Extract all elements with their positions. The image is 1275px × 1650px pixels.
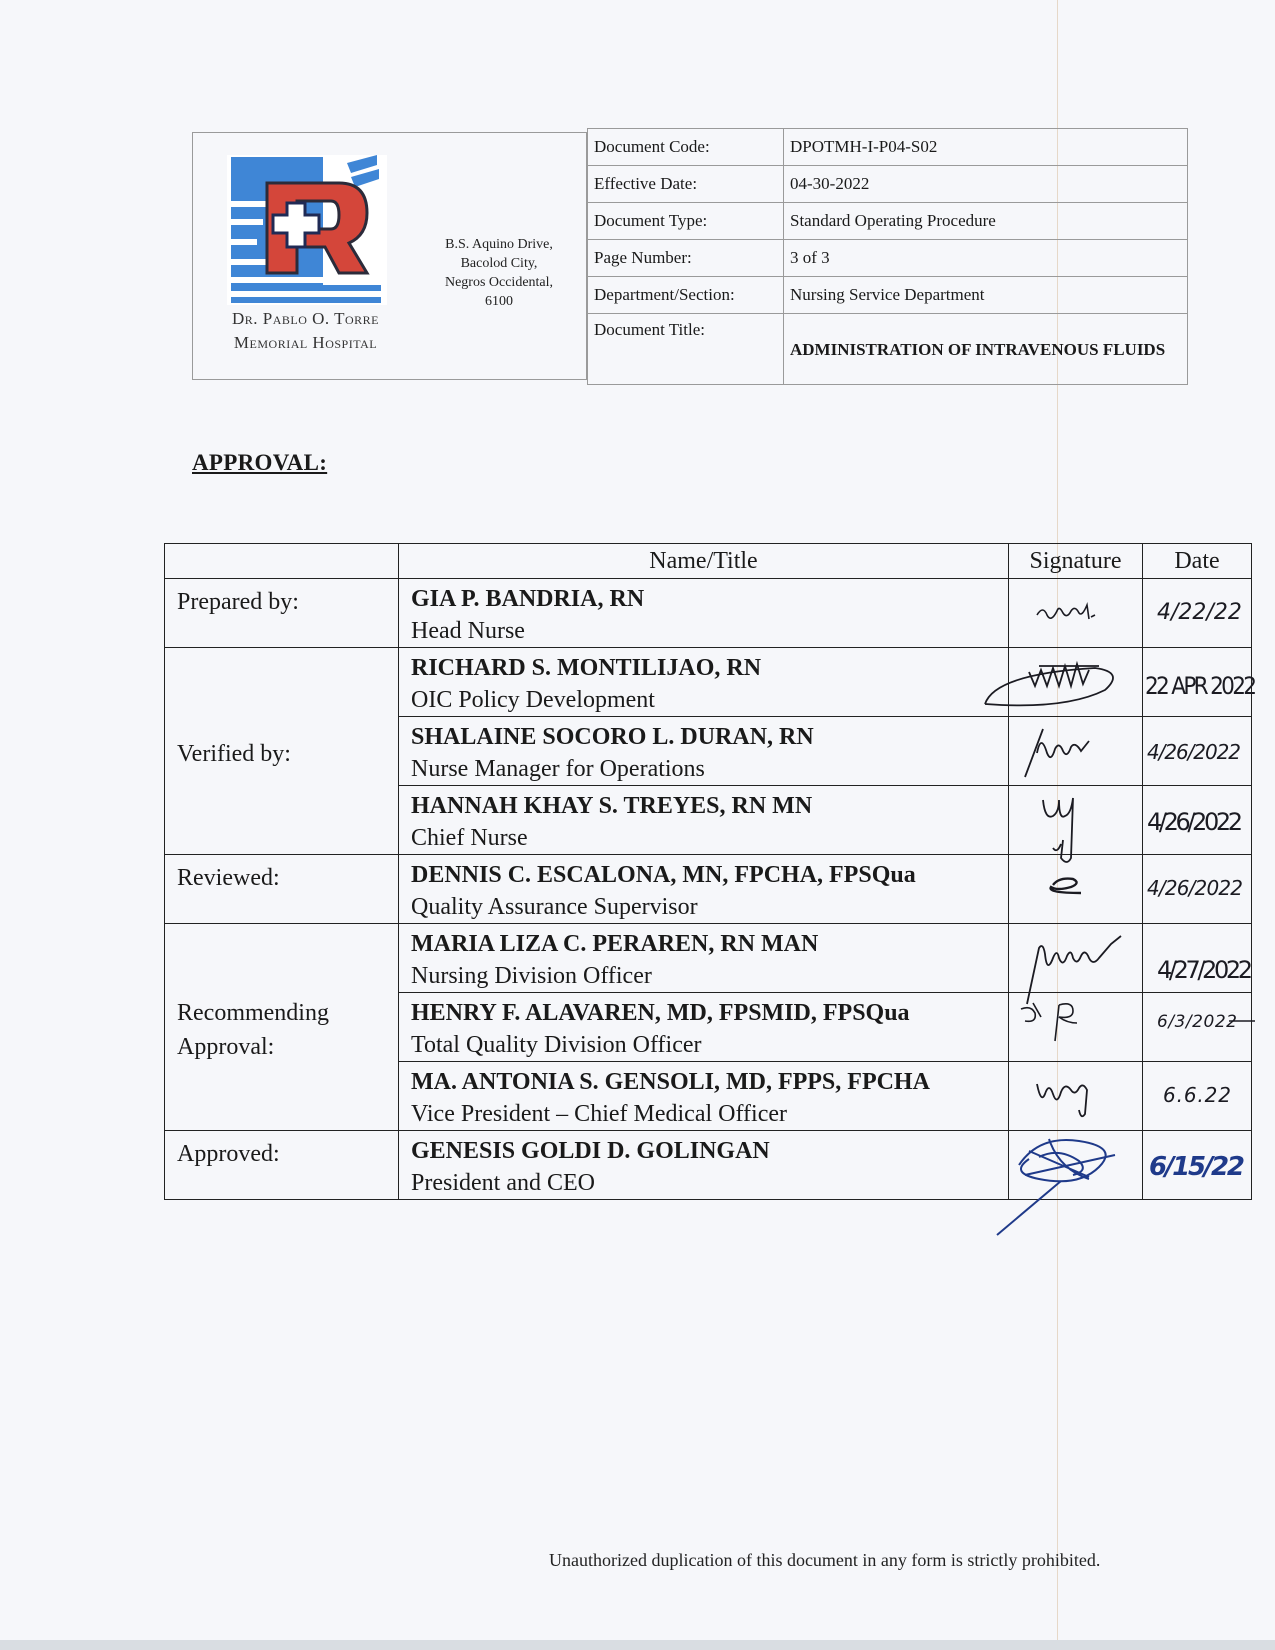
role-prepared-by: Prepared by: <box>165 579 399 648</box>
approval-row <box>165 924 1252 993</box>
stamped-date <box>1143 648 1257 714</box>
date-cell <box>1143 855 1252 924</box>
handwritten-signature <box>1009 717 1142 783</box>
name-title-cell <box>399 786 1009 855</box>
logo-cell <box>192 132 587 380</box>
handwritten-date <box>1143 1062 1251 1128</box>
approval-row <box>165 855 1252 924</box>
handwritten-date <box>1143 717 1251 783</box>
address-line: Negros Occidental, <box>444 275 554 290</box>
info-value: Nursing Service Department <box>784 277 1188 314</box>
handwritten-signature <box>1009 1062 1142 1128</box>
signature-cell <box>1009 924 1143 993</box>
signatory-title: Nursing Division Officer <box>411 963 652 989</box>
document-title: ADMINISTRATION OF INTRAVENOUS FLUIDS <box>784 314 1188 385</box>
info-value: DPOTMH-I-P04-S02 <box>784 129 1188 166</box>
signatory-title: Head Nurse <box>411 618 525 644</box>
signature-cell <box>1009 1062 1143 1131</box>
document-info-table <box>587 128 1188 385</box>
address-line: 6100 <box>485 294 513 309</box>
signature-cell <box>1009 855 1143 924</box>
date-cell <box>1143 648 1257 717</box>
name-title-cell <box>399 579 1009 648</box>
signature-cell <box>1009 648 1143 717</box>
date-text: 4/22/22 <box>1157 600 1242 625</box>
name-title-cell <box>399 993 1009 1062</box>
role-recommending-approval: Recommending Approval: <box>165 924 399 1131</box>
name-title-cell <box>399 855 1009 924</box>
info-row-effective-date <box>588 166 1188 203</box>
name-title-cell <box>399 1131 1009 1200</box>
info-label: Effective Date: <box>588 166 784 203</box>
scan-edge <box>0 1640 1275 1650</box>
date-text: 22 APR 2022 <box>1145 672 1257 700</box>
signatory-title: Chief Nurse <box>411 825 528 851</box>
signatory-name: DENNIS C. ESCALONA, MN, FPCHA, FPSQua <box>411 862 916 888</box>
signatory-name: SHALAINE SOCORO L. DURAN, RN <box>411 724 814 750</box>
signatory-name: HANNAH KHAY S. TREYES, RN MN <box>411 793 813 819</box>
signatory-title: President and CEO <box>411 1170 595 1196</box>
role-reviewed: Reviewed: <box>165 855 399 924</box>
approval-row <box>165 648 1252 717</box>
handwritten-date <box>1143 1131 1251 1197</box>
name-title-cell <box>399 924 1009 993</box>
hospital-name-line1: Dr. Pablo O. Torre <box>231 309 379 328</box>
signatory-name: MA. ANTONIA S. GENSOLI, MD, FPPS, FPCHA <box>411 1069 930 1095</box>
handwritten-signature <box>1009 1131 1142 1197</box>
info-value: 3 of 3 <box>784 240 1188 277</box>
address-line: B.S. Aquino Drive, <box>445 237 553 252</box>
date-text: 6.6.22 <box>1163 1083 1231 1107</box>
info-row-document-title <box>588 314 1188 385</box>
approval-table <box>164 543 1257 1200</box>
date-text: 4/26/2022 <box>1147 740 1241 764</box>
signature-cell <box>1009 1131 1143 1200</box>
column-header-signature: Signature <box>1009 544 1143 579</box>
signatory-name: HENRY F. ALAVAREN, MD, FPSMID, FPSQua <box>411 1000 910 1026</box>
name-title-cell <box>399 648 1009 717</box>
signatory-title: OIC Policy Development <box>411 687 655 713</box>
handwritten-date <box>1143 579 1251 645</box>
date-cell <box>1143 993 1252 1062</box>
handwritten-date <box>1143 786 1251 852</box>
role-verified-by: Verified by: <box>165 648 399 855</box>
info-label: Document Type: <box>588 203 784 240</box>
info-label: Document Code: <box>588 129 784 166</box>
date-cell <box>1143 786 1252 855</box>
signatory-title: Nurse Manager for Operations <box>411 756 705 782</box>
handwritten-signature <box>1009 855 1142 921</box>
signatory-name: GENESIS GOLDI D. GOLINGAN <box>411 1138 770 1164</box>
signature-cell <box>1009 717 1143 786</box>
address-line: Bacolod City, <box>460 256 538 271</box>
date-cell <box>1143 579 1252 648</box>
hospital-name-line2: Memorial Hospital <box>233 333 378 352</box>
handwritten-signature <box>1009 924 1142 990</box>
name-title-cell <box>399 717 1009 786</box>
info-value: Standard Operating Procedure <box>784 203 1188 240</box>
date-cell <box>1143 717 1252 786</box>
info-label: Page Number: <box>588 240 784 277</box>
handwritten-signature <box>1009 786 1142 852</box>
footer-disclaimer: Unauthorized duplication of this document in any form is strictly prohibited. <box>549 1550 1101 1570</box>
date-cell <box>1143 1062 1252 1131</box>
name-title-cell <box>399 1062 1009 1131</box>
handwritten-signature <box>1009 579 1142 645</box>
handwritten-signature <box>1009 648 1142 714</box>
info-row-document-type <box>588 203 1188 240</box>
column-header-role <box>165 544 399 579</box>
date-cell <box>1143 1131 1252 1200</box>
hospital-logo <box>227 155 387 305</box>
date-text: 6/15/22 <box>1149 1152 1245 1182</box>
handwritten-date <box>1143 924 1251 990</box>
approval-heading: APPROVAL: <box>192 450 328 475</box>
handwritten-date <box>1143 993 1251 1059</box>
date-text: 4/26/2022 <box>1147 808 1243 836</box>
column-header-date: Date <box>1143 544 1252 579</box>
signatory-title: Vice President – Chief Medical Officer <box>411 1101 787 1127</box>
signatory-name: MARIA LIZA C. PERAREN, RN MAN <box>411 931 819 957</box>
approval-header-row <box>165 544 1252 579</box>
info-row-department <box>588 277 1188 314</box>
approval-row <box>165 579 1252 648</box>
signature-cell <box>1009 579 1143 648</box>
info-row-document-code <box>588 129 1188 166</box>
handwritten-signature <box>1009 993 1142 1059</box>
info-row-page-number <box>588 240 1188 277</box>
handwritten-date <box>1143 855 1251 921</box>
signature-cell <box>1009 993 1143 1062</box>
date-text: 4/26/2022 <box>1147 876 1243 900</box>
document-header <box>192 128 1190 380</box>
hospital-name <box>193 307 418 355</box>
role-approved: Approved: <box>165 1131 399 1200</box>
hospital-address <box>415 235 583 311</box>
info-value: 04-30-2022 <box>784 166 1188 203</box>
date-cell <box>1143 924 1252 993</box>
approval-row <box>165 1131 1252 1200</box>
date-text: 6/3/2022 <box>1157 1012 1237 1032</box>
info-label: Document Title: <box>588 314 784 385</box>
signatory-name: RICHARD S. MONTILIJAO, RN <box>411 655 762 681</box>
signatory-name: GIA P. BANDRIA, RN <box>411 586 645 612</box>
signature-cell <box>1009 786 1143 855</box>
column-header-name-title: Name/Title <box>399 544 1009 579</box>
signatory-title: Total Quality Division Officer <box>411 1032 702 1058</box>
signatory-title: Quality Assurance Supervisor <box>411 894 698 920</box>
info-label: Department/Section: <box>588 277 784 314</box>
date-text: 4/27/2022 <box>1157 956 1253 984</box>
